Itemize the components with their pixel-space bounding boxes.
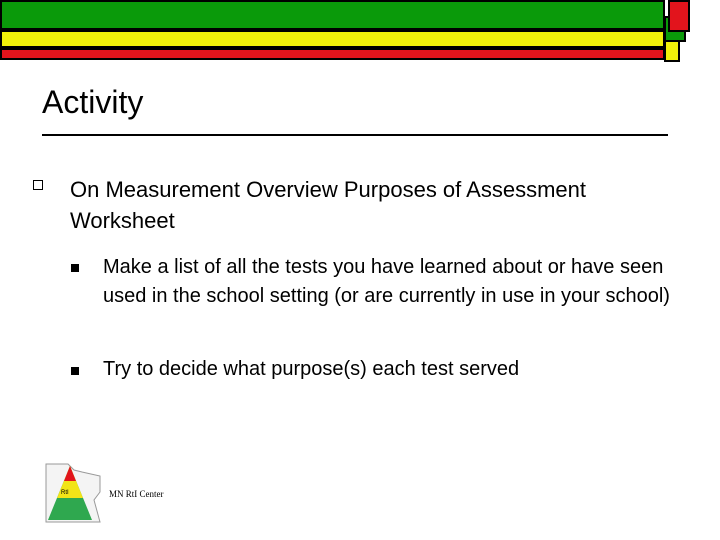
main-bullet-text: On Measurement Overview Purposes of Assessment Worksheet	[70, 177, 586, 233]
header-red-band	[0, 48, 665, 60]
square-bullet-icon	[71, 264, 79, 272]
minnesota-rti-logo-icon	[44, 462, 102, 524]
header-yellow-band	[0, 30, 665, 48]
logo-text: RtI	[61, 490, 69, 496]
header-green-band	[0, 0, 665, 30]
slide-title: Activity	[42, 84, 144, 120]
corner-yellow-square	[664, 40, 680, 62]
hollow-square-bullet-icon	[33, 180, 43, 190]
footer-label: MN RtI Center	[109, 489, 164, 499]
sub-bullet-text: Try to decide what purpose(s) each test served	[103, 358, 520, 380]
square-bullet-icon	[71, 367, 79, 375]
corner-red-square	[668, 0, 690, 32]
title-underline	[42, 134, 668, 136]
sub-bullet-text: Make a list of all the tests you have learned about or have seen used in the school setting (or are currently in use in your school)	[103, 256, 670, 307]
